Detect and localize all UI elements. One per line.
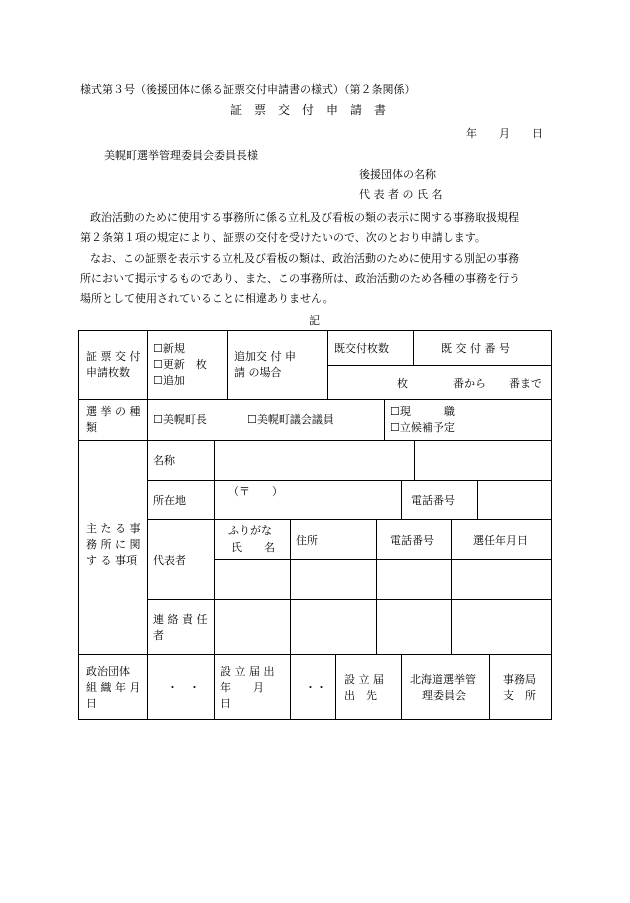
para2-line2: 所において掲示するものであり、また、この事務所は、政治活動のため各種の事務を行う: [80, 272, 520, 285]
checkbox-candidate[interactable]: ☐立候補予定: [390, 421, 455, 434]
form-label: 様式第３号（後援団体に係る証票交付申請書の様式）（第２条関係）: [80, 83, 416, 96]
issued-count-header: 既交付枚数: [334, 342, 389, 355]
filing-date-separators: ・・: [305, 681, 327, 694]
checkbox-add[interactable]: ☐追加: [153, 374, 185, 387]
org-date-separators: ・ ・: [167, 681, 200, 694]
row1-label-line1: 証 票 交 付: [86, 350, 141, 363]
furigana-label: ふりがな: [228, 524, 272, 537]
rep-phone-label: 電話番号: [390, 534, 434, 547]
checkbox-incumbent[interactable]: ☐現 職: [390, 405, 455, 418]
filing-label-line2: 年 月: [220, 681, 264, 694]
postal-code-prefix: （〒 ）: [228, 485, 283, 498]
issued-count-unit: 枚: [397, 377, 408, 390]
row4-label-line3: 日: [86, 697, 97, 710]
contact-label-line1: 連 絡 責 任: [153, 613, 208, 626]
office-name-label: 名称: [153, 454, 175, 467]
additional-label-line1: 追加交 付 申: [234, 350, 296, 363]
contact-label-line2: 者: [153, 629, 164, 642]
checkbox-mayor[interactable]: ☐美幌町長: [153, 413, 207, 426]
row3-label-line1: 主 た る 事: [86, 522, 141, 535]
page-title: 証 票 交 付 申 請 書: [230, 103, 387, 117]
ki-label: 記: [309, 314, 320, 327]
filing-label-line1: 設 立 届 出: [220, 665, 275, 678]
row1-label-line2: 申請枚数: [86, 366, 130, 379]
commission-line1: 北海道選挙管: [410, 673, 476, 686]
checkbox-renew[interactable]: ☐更新 枚: [153, 358, 207, 371]
para1-line1: 政治活動のために使用する事務所に係る立札及び看板の類の表示に関する事務取扱規程: [90, 211, 519, 224]
para1-line2: 第２条第１項の規定により、証票の交付を受けたいので、次のとおり申請します。: [80, 231, 486, 244]
date-line: 年 月 日: [466, 127, 543, 140]
applicant-rep-label: 代 表 者 の 氏 名: [359, 188, 443, 201]
representative-label: 代表者: [153, 554, 186, 567]
fullname-label: 氏 名: [231, 541, 275, 554]
filing-label-line3: 日: [220, 697, 231, 710]
office-line1: 事務局: [503, 673, 536, 686]
row4-label-line2: 組 織 年 月: [86, 681, 141, 694]
row3-label-line3: す る 事項: [86, 554, 137, 567]
row2-label-line1: 選 挙 の 種: [86, 405, 141, 418]
addressee: 美幌町選挙管理委員会委員長様: [104, 149, 258, 162]
checkbox-new[interactable]: ☐新規: [153, 342, 185, 355]
checkbox-council[interactable]: ☐美幌町議会議員: [247, 413, 334, 426]
row4-label-line1: 政治団体: [86, 665, 130, 678]
office-location-label: 所在地: [153, 494, 186, 507]
para2-line1: なお、この証票を表示する立札及び看板の類は、政治活動のために使用する別記の事務: [90, 252, 519, 265]
filed-to-line2: 出 先: [344, 689, 377, 702]
applicant-org-label: 後援団体の名称: [359, 168, 436, 181]
issued-number-header: 既 交 付 番 号: [441, 342, 510, 355]
para2-line3: 場所として使用されていることに相違ありません。: [80, 292, 334, 305]
row3-label-line2: 務 所 に 関: [86, 538, 141, 551]
number-to: 番まで: [509, 377, 542, 390]
number-from: 番から: [453, 377, 486, 390]
appointment-date-label: 選任年月日: [473, 534, 528, 547]
office-line2: 支 所: [503, 689, 536, 702]
commission-line2: 理委員会: [422, 689, 466, 702]
office-phone-label: 電話番号: [411, 494, 455, 507]
filed-to-line1: 設 立 届: [344, 673, 384, 686]
additional-label-line2: 請 の場合: [234, 366, 282, 379]
address-label: 住所: [296, 534, 318, 547]
row2-label-line2: 類: [86, 421, 97, 434]
